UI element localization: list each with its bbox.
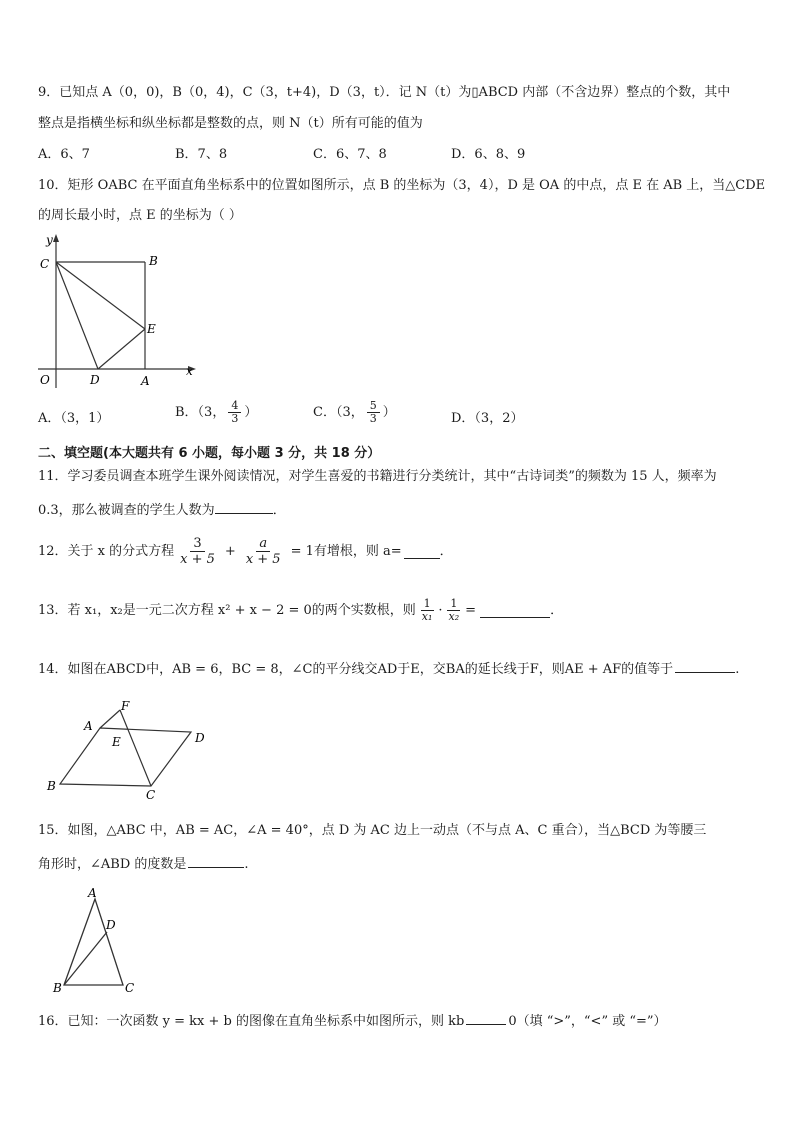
q14-figure [44, 698, 214, 804]
q10-option-b-prefix: B．（3， [175, 404, 226, 420]
q13-fraction-2-denominator: x₂ [448, 610, 460, 623]
q14-line [38, 658, 739, 679]
q12-fraction-1-numerator: 3 [190, 536, 204, 552]
q16-line [38, 1010, 667, 1031]
section-heading-fill-in: 二、填空题(本大题共有 6 小题，每小题 3 分，共 18 分） [38, 446, 381, 461]
q10-option-d: D．（3，2） [451, 411, 524, 426]
q12-fraction-2 [243, 536, 284, 567]
q12-line [38, 536, 453, 567]
q10-label-e: E [147, 322, 156, 336]
q15-label-d: D [106, 918, 116, 932]
q13-fraction-2 [446, 598, 463, 623]
q14-parallelogram [60, 728, 191, 786]
q10-line2: 的周长最小时，点 E 的坐标为（ ） [38, 208, 242, 223]
q10-option-b-fraction [228, 400, 241, 425]
q10-option-c [313, 400, 396, 425]
q12-fraction-2-denominator: x + 5 [245, 552, 281, 567]
q13-fraction-1-numerator: 1 [421, 598, 434, 611]
q10-figure [34, 232, 199, 392]
q14-text: 14．如图在ABCD中，AB = 6，BC = 8，∠C的平分线交AD于E，交BA的延长线于F，则AE + AF的值等于 [38, 662, 674, 677]
q13-end: ． [550, 602, 564, 618]
q16-suffix: 0（填 “>”，“<” 或 “=”） [508, 1014, 667, 1029]
q9-option-c: C．6、7、8 [313, 147, 387, 162]
q14-segment-af [100, 710, 120, 728]
q15-label-c: C [125, 981, 135, 995]
q10-label-c: C [40, 257, 50, 271]
q15-label-a: A [88, 886, 97, 900]
q10-option-c-suffix: ） [382, 404, 396, 420]
q14-segment-fc [120, 710, 151, 786]
q10-option-b-suffix: ） [244, 404, 258, 420]
q10-option-b [175, 400, 257, 425]
q13-prefix: 13．若 x₁，x₂是一元二次方程 x² + x − 2 = 0的两个实数根，则 [38, 602, 416, 618]
q10-label-x: x [186, 364, 193, 378]
q10-segment-de [98, 329, 145, 369]
q14-end: . [735, 662, 740, 677]
q16-prefix: 16．已知：一次函数 y = kx + b 的图像在直角坐标系中如图所示，则 kb [38, 1014, 465, 1029]
q13-line [38, 598, 563, 623]
q11-line1: 11．学习委员调查本班学生课外阅读情况，对学生喜爱的书籍进行分类统计，其中“古诗词类”的频数为 15 人，频率为 [38, 469, 717, 484]
q14-label-e: E [112, 735, 121, 749]
q9-line2: 整点是指横坐标和纵坐标都是整数的点，则 N（t）所有可能的值为 [38, 116, 423, 131]
q14-label-d: D [195, 731, 205, 745]
q14-label-a: A [84, 719, 93, 733]
q10-line1: 10．矩形 OABC 在平面直角坐标系中的位置如图所示，点 B 的坐标为（3，4），D 是 OA 的中点，点 E 在 AB 上，当△CDE [38, 178, 766, 193]
q12-prefix: 12．关于 x 的分式方程 [38, 543, 175, 559]
q13-fraction-2-numerator: 1 [447, 598, 460, 611]
q10-option-c-fraction [367, 400, 380, 425]
q15-end: . [244, 857, 249, 872]
q14-label-c: C [146, 788, 156, 802]
q9-option-d: D．6、8、9 [451, 147, 526, 162]
q13-fraction-1 [419, 598, 436, 623]
q12-end: ． [439, 543, 453, 559]
q9-option-b: B．7、8 [175, 147, 228, 162]
q13-dot: · [438, 602, 443, 618]
q15-segment-bd [64, 932, 107, 985]
q15-triangle-abc [64, 899, 123, 985]
q15-line2 [38, 853, 249, 874]
q11-line2-end: ． [272, 503, 286, 518]
q12-equation-tail: = 1有增根，则 a= [290, 543, 402, 559]
q10-option-b-denominator: 3 [231, 412, 239, 425]
q11-line2 [38, 499, 286, 520]
q10-label-d: D [90, 373, 100, 387]
q10-option-c-prefix: C．（3， [313, 404, 364, 420]
q13-answer-blank[interactable] [480, 603, 550, 618]
q12-plus: + [224, 543, 236, 559]
q14-label-b: B [47, 779, 56, 793]
q12-fraction-1 [177, 536, 218, 567]
q12-fraction-1-denominator: x + 5 [180, 552, 215, 567]
q15-line2-text: 角形时，∠ABD 的度数是 [38, 857, 187, 872]
q15-answer-blank[interactable] [188, 853, 244, 868]
q16-answer-blank[interactable] [466, 1010, 506, 1025]
q10-label-b: B [149, 254, 158, 268]
q10-option-c-numerator: 5 [367, 400, 380, 413]
q12-answer-blank[interactable] [404, 544, 440, 559]
q12-fraction-2-numerator: a [256, 536, 270, 552]
q10-label-a: A [141, 374, 150, 388]
q10-option-c-denominator: 3 [369, 412, 377, 425]
q10-label-o: O [40, 373, 50, 387]
q11-line2-text: 0.3，那么被调查的学生人数为 [38, 503, 215, 518]
q14-answer-blank[interactable] [675, 658, 735, 673]
q10-y-arrow [53, 234, 59, 242]
q13-equals: = [465, 602, 477, 618]
q15-figure [50, 885, 145, 995]
q9-line1: 9．已知点 A（0，0)，B（0，4)，C（3，t+4)，D（3，t）．记 N（t）为▯ABCD 内部（不含边界）整点的个数，其中 [38, 85, 731, 100]
q15-line1: 15．如图，△ABC 中，AB = AC，∠A = 40°，点 D 为 AC 边上一动点（不与点 A、C 重合），当△BCD 为等腰三 [38, 823, 707, 838]
q10-option-b-numerator: 4 [228, 400, 241, 413]
q14-label-f: F [121, 699, 130, 713]
q10-label-y: y [46, 233, 53, 247]
q13-fraction-1-denominator: x₁ [421, 610, 433, 623]
q10-option-a: A．（3，1） [38, 411, 110, 426]
q9-option-a: A．6、7 [38, 147, 90, 162]
q15-label-b: B [53, 981, 62, 995]
q11-answer-blank[interactable] [215, 499, 273, 514]
